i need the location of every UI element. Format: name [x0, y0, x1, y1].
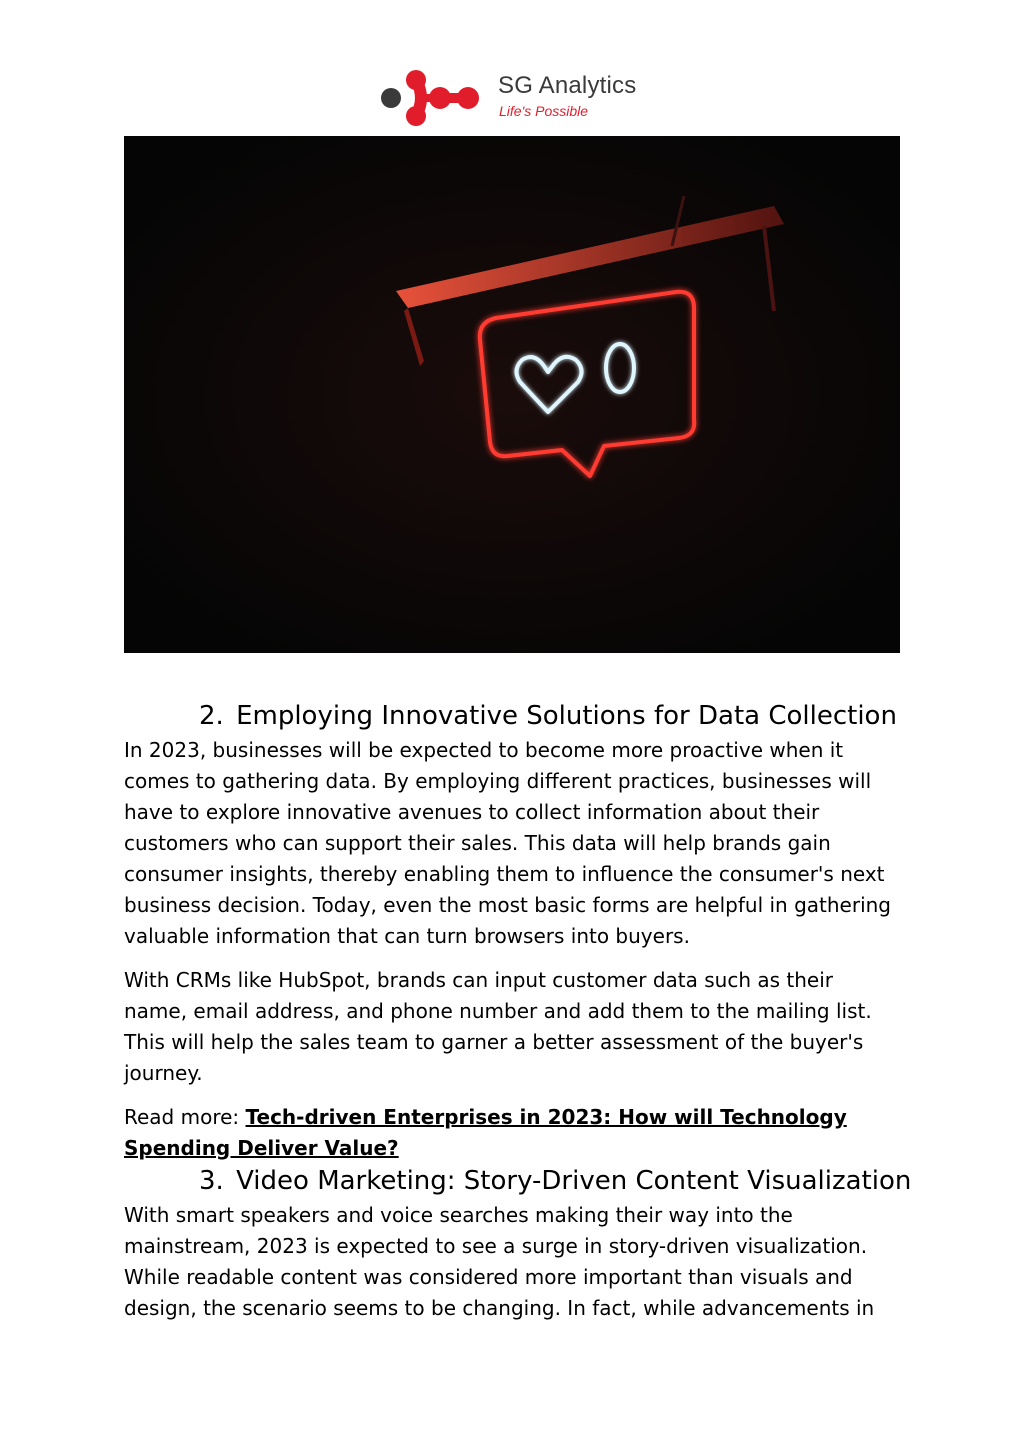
paragraph: With CRMs like HubSpot, brands can input customer data such as their name, email address, and phone number and add them to the mailing list. This will help the sales team to garner a better assessment of the buyer's journey. — [124, 968, 872, 1085]
section-number: 2. — [199, 701, 224, 731]
read-more-link[interactable]: Tech-driven Enterprises in 2023: How will Technology Spending Deliver Value? — [124, 1105, 847, 1160]
section-title: Employing Innovative Solutions for Data Collection — [236, 701, 897, 731]
logo-name: SG Analytics — [498, 72, 637, 99]
read-more-prefix: Read more: — [124, 1105, 246, 1129]
section-number: 3. — [199, 1166, 224, 1196]
logo-mark-icon — [378, 66, 498, 132]
paragraph: With smart speakers and voice searches making their way into the mainstream, 2023 is expected to see a surge in story-driven visualization. While readable content was considered more important than visuals and design, the scenario seems to be changing. In fact, while advancements in — [124, 1203, 875, 1320]
neon-like-sign-photo — [124, 136, 900, 653]
paragraph: In 2023, businesses will be expected to become more proactive when it comes to gathering data. By employing different practices, businesses will have to explore innovative avenues to collect information about their customers who can support their sales. This data will help brands gain consumer insights, thereby enabling them to influence the consumer's next business decision. Today, even the most basic forms are helpful in gathering valuable information that can turn browsers into buyers. — [124, 738, 892, 948]
section-heading — [199, 698, 897, 734]
read-more — [124, 1102, 900, 1164]
sg-analytics-logo — [378, 66, 658, 132]
neon-like-notification-icon — [124, 136, 900, 653]
section-title: Video Marketing: Story-Driven Content Visualization — [236, 1166, 912, 1196]
section-body — [124, 735, 900, 1164]
section-body — [124, 1200, 900, 1324]
section-heading — [199, 1163, 911, 1199]
logo-tagline: Life's Possible — [499, 103, 589, 119]
